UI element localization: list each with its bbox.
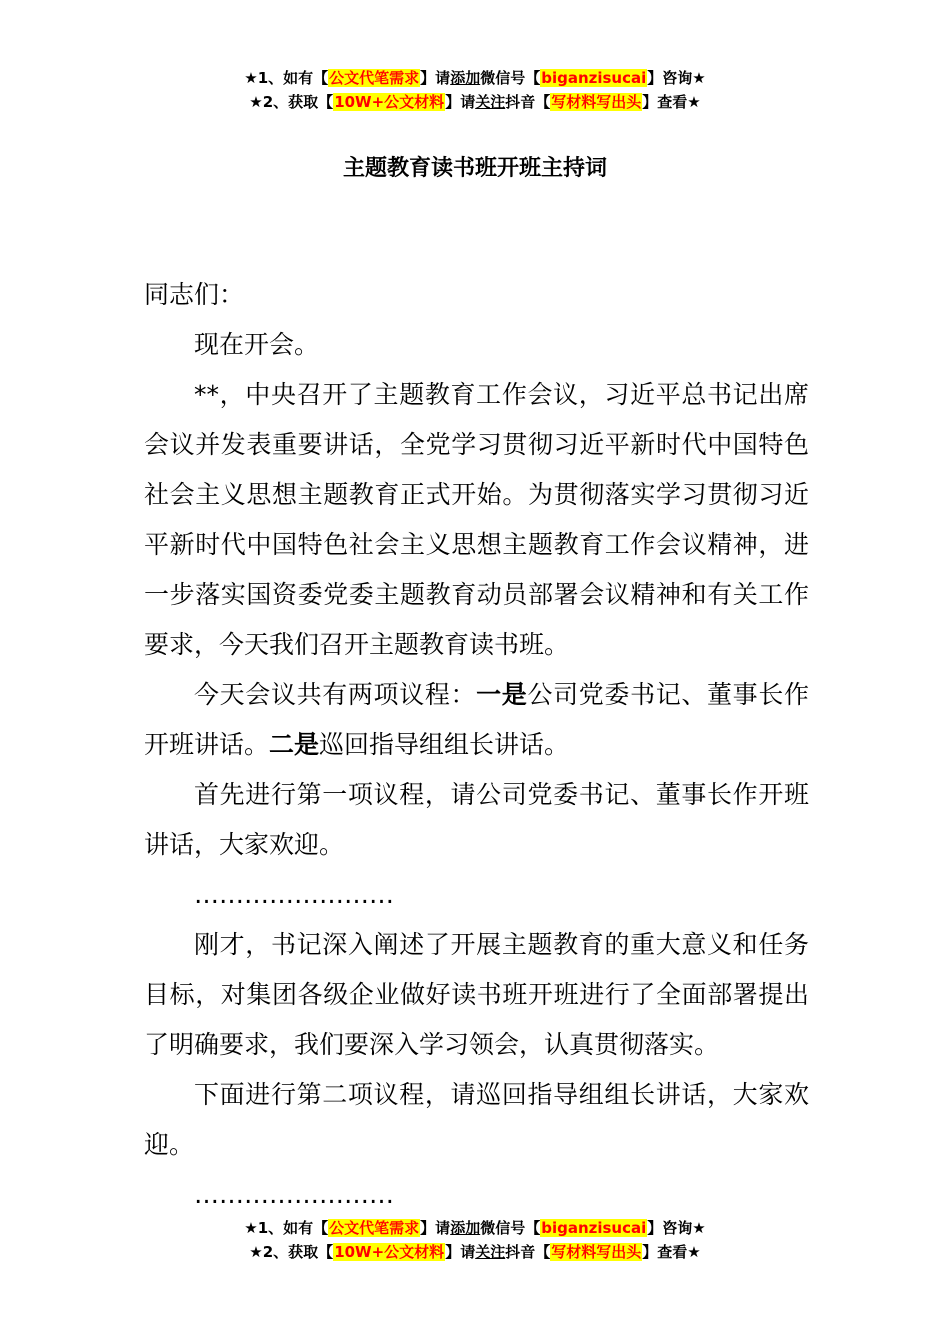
ellipsis: …………………… — [194, 880, 394, 909]
banner-highlight: biganzisucai — [541, 1219, 647, 1237]
banner-text: ★2、获取【 — [249, 93, 334, 111]
banner-highlight: 公文代笔需求 — [329, 69, 420, 87]
banner-text: 】咨询★ — [647, 1219, 706, 1237]
agenda-text: 巡回指导组组长讲话。 — [319, 730, 570, 759]
banner-line-1 — [0, 1216, 950, 1240]
banner-highlight: biganzisucai — [541, 69, 647, 87]
banner-text: 微信号【 — [480, 1219, 541, 1237]
agenda-text: 今天会议共有两项议程： — [194, 680, 477, 709]
banner-text: 】查看★ — [642, 93, 701, 111]
banner-text: 】请 — [445, 93, 476, 111]
paragraph: 现在开会。 — [194, 330, 320, 359]
banner-line-2 — [0, 1240, 950, 1264]
banner-underline: 关注 — [475, 93, 506, 111]
banner-text: 抖音【 — [505, 93, 551, 111]
banner-underline: 添加 — [450, 1219, 481, 1237]
banner-text: 抖音【 — [505, 1243, 551, 1261]
agenda-text: 公司党委书记、董事长作开班讲话。 — [144, 680, 809, 759]
agenda-bold: 二是 — [269, 730, 320, 759]
banner-highlight: 写材料写出头 — [551, 93, 642, 111]
banner-highlight: 写材料写出头 — [551, 1243, 642, 1261]
banner-highlight: 10W+公文材料 — [334, 1243, 445, 1261]
document-title: 主题教育读书班开班主持词 — [342, 156, 607, 181]
document-body — [144, 270, 809, 1220]
bottom-banner — [0, 1216, 950, 1264]
paragraph: **，中央召开了主题教育工作会议，习近平总书记出席会议并发表重要讲话，全党学习贯彻习近平新时代中国特色社会主义思想主题教育正式开始。为贯彻落实学习贯彻习近平新时代中国特色社会主义思想主题教育工作会议精神，进一步落实国资委党委主题教育动员部署会议精神和有关工作要求，今天我们召开主题教育读书班。 — [144, 380, 809, 659]
banner-line-2 — [0, 90, 950, 114]
banner-text: 】查看★ — [642, 1243, 701, 1261]
paragraph: 首先进行第一项议程，请公司党委书记、董事长作开班讲话，大家欢迎。 — [144, 780, 809, 859]
banner-highlight: 10W+公文材料 — [334, 93, 445, 111]
banner-text: 】请 — [420, 69, 451, 87]
banner-text: 】请 — [420, 1219, 451, 1237]
banner-underline: 添加 — [450, 69, 481, 87]
paragraph: 下面进行第二项议程，请巡回指导组组长讲话，大家欢迎。 — [144, 1080, 809, 1159]
banner-underline: 关注 — [475, 1243, 506, 1261]
paragraph: 刚才，书记深入阐述了开展主题教育的重大意义和任务目标，对集团各级企业做好读书班开班进行了全面部署提出了明确要求，我们要深入学习领会，认真贯彻落实。 — [144, 930, 809, 1059]
agenda-bold: 一是 — [476, 680, 528, 709]
banner-text: 】请 — [445, 1243, 476, 1261]
top-banner — [0, 66, 950, 114]
banner-text: 微信号【 — [480, 69, 541, 87]
banner-line-1 — [0, 66, 950, 90]
agenda-paragraph — [144, 670, 809, 770]
banner-text: ★1、如有【 — [244, 69, 329, 87]
banner-text: 】咨询★ — [647, 69, 706, 87]
ellipsis: …………………… — [194, 1180, 394, 1209]
banner-text: ★1、如有【 — [244, 1219, 329, 1237]
salutation: 同志们： — [144, 280, 245, 309]
banner-highlight: 公文代笔需求 — [329, 1219, 420, 1237]
banner-text: ★2、获取【 — [249, 1243, 334, 1261]
